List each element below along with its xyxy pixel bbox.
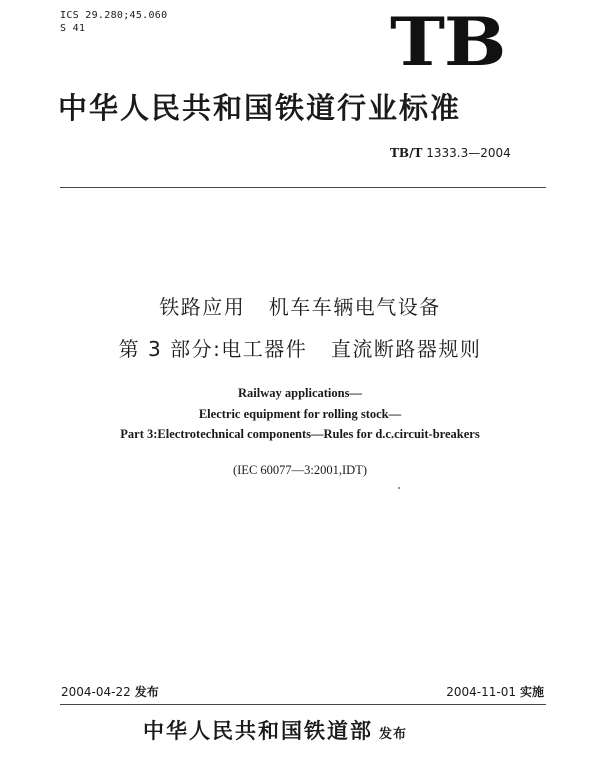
issuer-line — [143, 716, 407, 750]
top-divider — [60, 187, 546, 188]
classification-codes — [60, 9, 167, 35]
tb-logo: TB — [390, 3, 506, 81]
bottom-divider — [60, 704, 546, 705]
standard-code-number: 1333.3—2004 — [426, 146, 511, 160]
en-title-line-1: Railway applications— — [238, 386, 362, 400]
en-title-line-3: Part 3:Electrotechnical components—Rules for d.c.circuit-breakers — [120, 427, 480, 441]
effective-date: 2004-11-01 — [446, 685, 516, 699]
cn-title-line-2: 第 3 部分:电工器件 直流断路器规则 — [118, 337, 482, 361]
equivalence-note: (IEC 60077—3:2001,IDT) — [232, 463, 367, 477]
en-title-line-2: Electric equipment for rolling stock— — [198, 407, 402, 421]
standard-title: 中华人民共和国铁道行业标准 — [58, 91, 462, 125]
standard-code — [390, 145, 511, 161]
publish-word: 发布 — [379, 727, 408, 742]
ics-code: ICS 29.280;45.060 — [60, 10, 168, 21]
issue-date: 2004-04-22 — [61, 685, 131, 699]
cn-title-line-1: 铁路应用 机车车辆电气设备 — [159, 295, 441, 319]
scan-speck — [398, 487, 400, 489]
class-code: S 41 — [60, 23, 86, 34]
effective-date-line — [446, 684, 544, 700]
issuer-name: 中华人民共和国铁道部 — [143, 718, 373, 743]
effective-word: 实施 — [519, 685, 544, 699]
issue-word: 发布 — [134, 685, 159, 699]
issue-date-line — [61, 684, 159, 700]
standard-code-prefix: TB/T — [390, 146, 423, 160]
